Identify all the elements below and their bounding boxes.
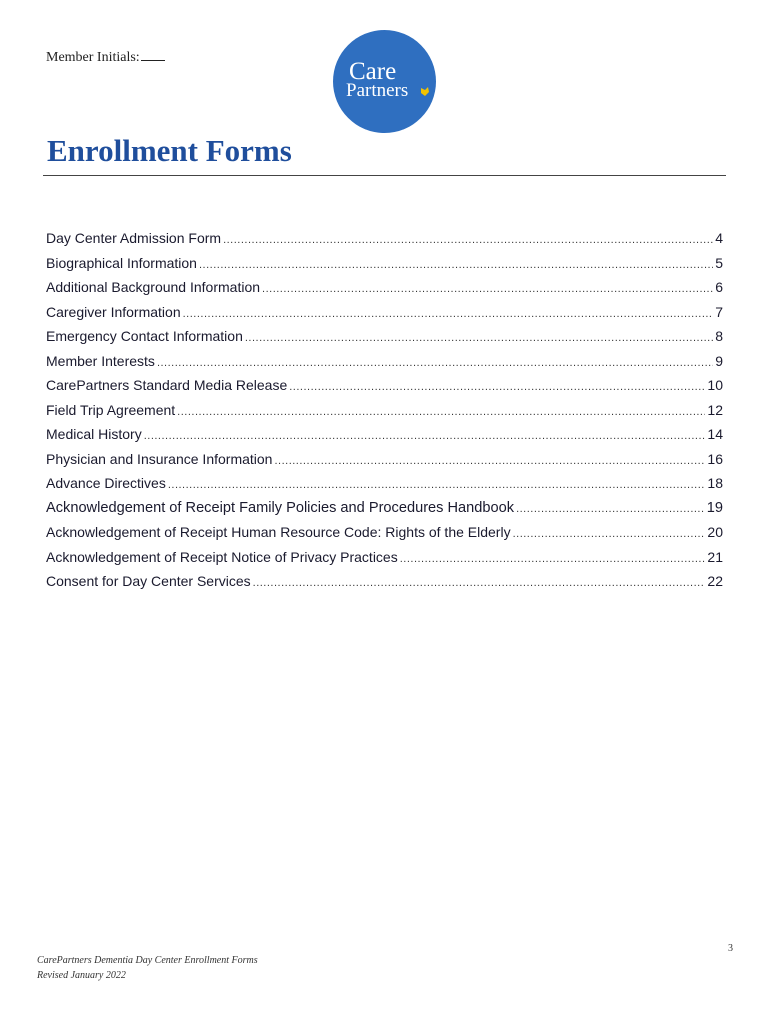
- toc-item-label: Caregiver Information: [46, 303, 181, 320]
- toc-item-page: 16: [707, 450, 723, 467]
- toc-item-page: 12: [707, 401, 723, 418]
- toc-leader-dots: [400, 553, 706, 565]
- logo-line1: Care: [349, 58, 397, 85]
- toc-leader-dots: [177, 406, 705, 418]
- toc-item-label: Acknowledgement of Receipt Notice of Privacy Practices: [46, 548, 398, 565]
- toc-item-page: 10: [707, 377, 723, 393]
- toc-leader-dots: [274, 455, 705, 467]
- toc-item[interactable]: [46, 524, 723, 549]
- toc-leader-dots: [199, 259, 713, 271]
- logo-line2: Partners: [346, 80, 409, 101]
- toc-item[interactable]: [46, 304, 723, 329]
- toc-item-label: CarePartners Standard Media Release: [46, 377, 288, 393]
- page-title: Enrollment Forms: [47, 133, 292, 168]
- toc-item-page: 8: [715, 328, 723, 344]
- toc-item[interactable]: [46, 353, 723, 378]
- toc-item-page: 21: [707, 548, 723, 565]
- toc-item[interactable]: [46, 500, 723, 525]
- toc-leader-dots: [253, 577, 706, 589]
- toc-item[interactable]: [46, 377, 723, 402]
- toc-item[interactable]: [46, 328, 723, 353]
- toc-item[interactable]: [46, 230, 723, 255]
- toc-item-page: 20: [707, 524, 723, 540]
- toc-item-page: 14: [707, 426, 723, 442]
- member-initials-label: Member Initials:: [46, 50, 140, 65]
- toc-item-label: Acknowledgement of Receipt Human Resource Code: Rights of the Elderly: [46, 524, 511, 540]
- toc-leader-dots: [516, 503, 705, 515]
- toc-item-page: 19: [706, 499, 723, 516]
- toc-item-label: Acknowledgement of Receipt Family Policies and Procedures Handbook: [46, 499, 515, 516]
- toc-item-page: 5: [715, 254, 723, 271]
- member-initials: [46, 48, 165, 66]
- toc-item-page: 9: [715, 352, 723, 369]
- toc-leader-dots: [183, 308, 714, 320]
- carepartners-logo-mark: [333, 30, 436, 133]
- toc-item[interactable]: [46, 255, 723, 280]
- toc-item[interactable]: [46, 451, 723, 476]
- toc-item-label: Day Center Admission Form: [46, 230, 222, 246]
- toc-item[interactable]: [46, 402, 723, 427]
- toc-item-page: 7: [715, 303, 723, 320]
- toc-item-label: Advance Directives: [46, 475, 166, 491]
- toc-item[interactable]: [46, 279, 723, 304]
- toc-leader-dots: [168, 479, 706, 491]
- toc-item-page: 4: [715, 230, 723, 246]
- toc-leader-dots: [262, 283, 713, 295]
- toc-leader-dots: [144, 430, 706, 442]
- toc-leader-dots: [157, 357, 713, 369]
- toc-item[interactable]: [46, 549, 723, 574]
- toc-item[interactable]: [46, 475, 723, 500]
- toc-item[interactable]: [46, 573, 723, 598]
- toc-item[interactable]: [46, 426, 723, 451]
- toc-item-label: Physician and Insurance Information: [46, 450, 273, 467]
- footer-doc-title: CarePartners Dementia Day Center Enrollment Forms: [37, 955, 258, 966]
- page-footer: [37, 953, 258, 983]
- toc-item-label: Consent for Day Center Services: [46, 573, 251, 589]
- toc-item-page: 22: [707, 573, 723, 589]
- toc-item-label: Medical History: [46, 426, 142, 442]
- table-of-contents: [46, 230, 723, 598]
- toc-item-label: Emergency Contact Information: [46, 328, 243, 344]
- toc-item-label: Biographical Information: [46, 254, 197, 271]
- page-number: 3: [728, 943, 733, 954]
- member-initials-blank: [141, 48, 165, 61]
- toc-leader-dots: [223, 234, 713, 246]
- toc-item-page: 6: [715, 279, 723, 295]
- carepartners-logo: [333, 30, 436, 133]
- toc-item-label: Field Trip Agreement: [46, 401, 176, 418]
- footer-revision-date: Revised January 2022: [37, 970, 126, 981]
- toc-item-page: 18: [707, 475, 723, 491]
- toc-item-label: Member Interests: [46, 352, 155, 369]
- title-divider: [43, 175, 726, 176]
- toc-leader-dots: [513, 528, 706, 540]
- toc-item-label: Additional Background Information: [46, 279, 261, 295]
- toc-leader-dots: [289, 381, 705, 393]
- toc-leader-dots: [245, 332, 713, 344]
- logo-accent-shape: [421, 87, 429, 96]
